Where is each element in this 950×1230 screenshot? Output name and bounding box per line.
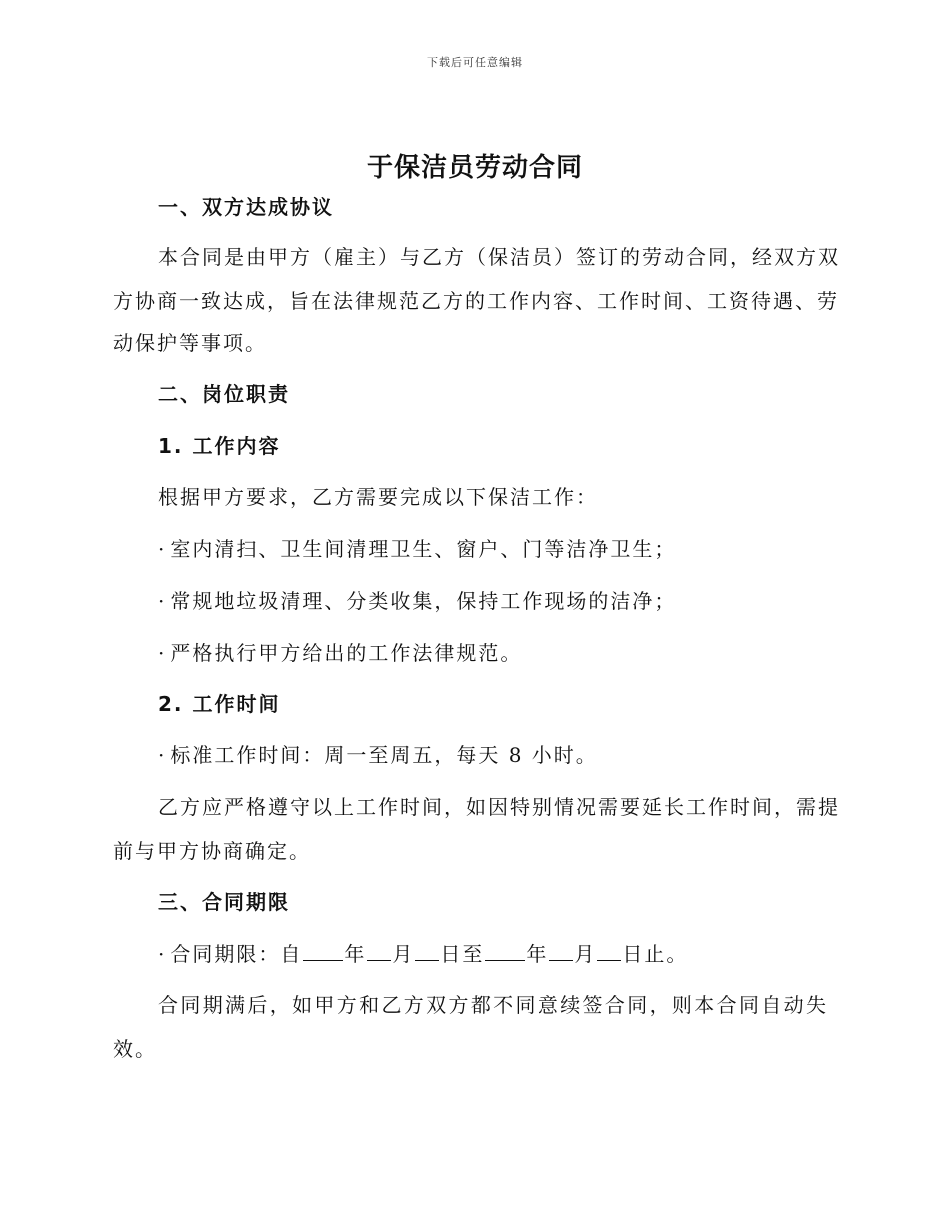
list-item-text: 严格执行甲方给出的工作法律规范。 <box>170 641 523 665</box>
section2-sub1-heading: 1. 工作内容 <box>158 434 281 458</box>
list-item <box>158 740 598 770</box>
blank-year-field <box>303 938 343 961</box>
list-item <box>158 534 676 564</box>
blank-end-year-field <box>485 938 525 961</box>
list-item <box>158 638 522 668</box>
bullet-mark: · <box>158 942 167 966</box>
blank-day-field <box>415 938 439 961</box>
list-item-text: 标准工作时间：周一至周五，每天 8 小时。 <box>170 743 598 767</box>
blank-end-month-field <box>549 938 573 961</box>
document-title: 于保洁员劳动合同 <box>366 153 583 183</box>
term-month-label: 月 <box>392 942 415 966</box>
section3-heading: 三、合同期限 <box>158 890 290 914</box>
term-day-end-label: 日止。 <box>622 942 689 966</box>
section1-paragraph-line2: 方协商一致达成，旨在法律规范乙方的工作内容、工作时间、工资待遇、劳 <box>113 289 839 313</box>
section2-sub2-heading: 2. 工作时间 <box>158 692 281 716</box>
list-item-text: 常规地垃圾清理、分类收集，保持工作现场的洁净； <box>170 589 677 613</box>
list-item-text: 室内清扫、卫生间清理卫生、窗户、门等洁净卫生； <box>170 537 677 561</box>
term-year2-label: 年 <box>526 942 549 966</box>
section2-sub2-paragraph-line1: 乙方应严格遵守以上工作时间，如因特别情况需要延长工作时间，需提 <box>158 795 840 819</box>
section3-paragraph-line1: 合同期满后，如甲方和乙方双方都不同意续签合同，则本合同自动失 <box>158 993 828 1017</box>
section1-paragraph-line1: 本合同是由甲方（雇主）与乙方（保洁员）签订的劳动合同，经双方双 <box>158 245 840 269</box>
header-note: 下载后可任意编辑 <box>427 56 523 69</box>
bullet-mark: · <box>158 743 167 767</box>
bullet-mark: · <box>158 641 167 665</box>
term-month2-label: 月 <box>574 942 597 966</box>
section1-paragraph-line3: 动保护等事项。 <box>113 331 267 355</box>
section1-heading: 一、双方达成协议 <box>158 195 334 219</box>
section2-sub1-intro: 根据甲方要求，乙方需要完成以下保洁工作： <box>158 485 598 509</box>
section2-sub2-paragraph-line2: 前与甲方协商确定。 <box>113 839 311 863</box>
bullet-mark: · <box>158 537 167 561</box>
term-day-to-label: 日至 <box>440 942 485 966</box>
contract-term-line <box>158 938 688 969</box>
list-item <box>158 586 676 616</box>
blank-end-day-field <box>597 938 621 961</box>
term-prefix: 合同期限：自 <box>170 942 303 966</box>
blank-month-field <box>367 938 391 961</box>
section3-paragraph-line2: 效。 <box>113 1037 157 1061</box>
section2-heading: 二、岗位职责 <box>158 382 290 406</box>
term-year-label: 年 <box>344 942 367 966</box>
bullet-mark: · <box>158 589 167 613</box>
